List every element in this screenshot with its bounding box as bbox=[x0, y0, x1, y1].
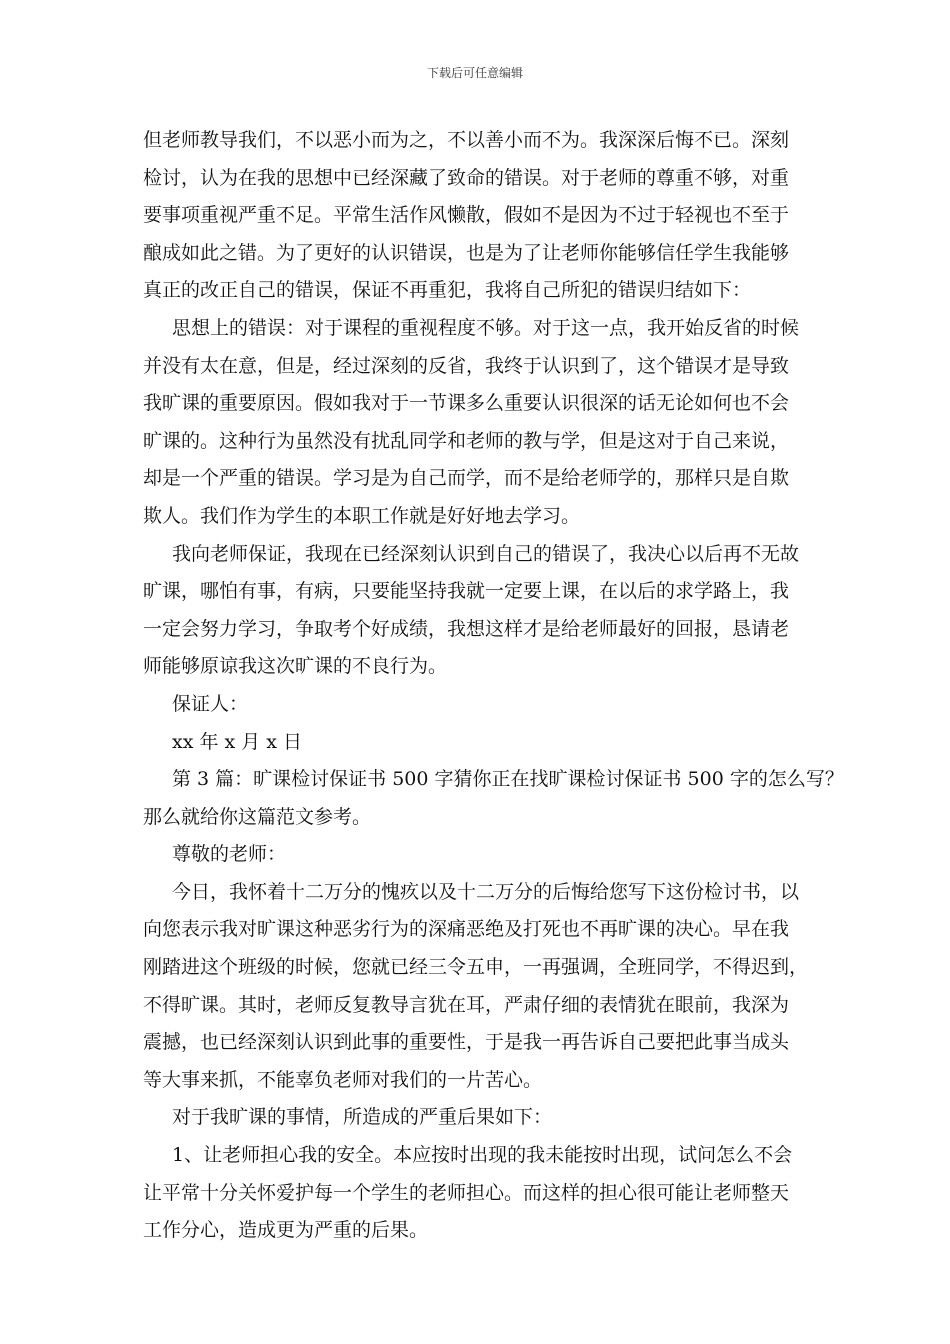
text-line: xx 年 x 月 x 日 bbox=[172, 730, 303, 753]
text-line: 我向老师保证，我现在已经深刻认识到自己的错误了，我决心以后再不无故 bbox=[172, 542, 800, 565]
text-line: 却是一个严重的错误。学习是为自己而学，而不是给老师学的，那样只是自欺 bbox=[143, 467, 790, 490]
text-line: 检讨，认为在我的思想中已经深藏了致命的错误。对于老师的尊重不够，对重 bbox=[143, 166, 790, 189]
text-line: 那么就给你这篇范文参考。 bbox=[143, 805, 372, 828]
text-line: 要事项重视严重不足。平常生活作风懒散，假如不是因为不过于轻视也不至于 bbox=[143, 204, 790, 227]
text-line: 1、让老师担心我的安全。本应按时出现的我未能按时出现，试问怎么不会 bbox=[172, 1144, 793, 1167]
text-line: 但老师教导我们，不以恶小而为之，不以善小而不为。我深深后悔不已。深刻 bbox=[143, 129, 790, 151]
text-line: 一定会努力学习，争取考个好成绩，我想这样才是给老师最好的回报，恳请老 bbox=[143, 617, 790, 640]
page-header: 下载后可任意编辑 bbox=[426, 66, 523, 80]
text-line: 欺人。我们作为学生的本职工作就是好好地去学习。 bbox=[143, 504, 581, 527]
text-line: 旷课，哪怕有事，有病，只要能坚持我就一定要上课，在以后的求学路上，我 bbox=[143, 580, 790, 603]
text-line: 第 3 篇：旷课检讨保证书 500 字猜你正在找旷课检讨保证书 500 字的怎么写？ bbox=[172, 768, 844, 791]
text-line: 向您表示我对旷课这种恶劣行为的深痛恶绝及打死也不再旷课的决心。早在我 bbox=[143, 918, 790, 941]
text-line: 今日，我怀着十二万分的愧疚以及十二万分的后悔给您写下这份检讨书，以 bbox=[172, 880, 800, 903]
text-line: 我旷课的重要原因。假如我对于一节课多么重要认识很深的话无论如何也不会 bbox=[143, 392, 790, 415]
text-line: 工作分心，造成更为严重的后果。 bbox=[143, 1219, 429, 1242]
text-line: 旷课的。这种行为虽然没有扰乱同学和老师的教与学，但是这对于自己来说， bbox=[143, 429, 790, 452]
text-line: 震撼，也已经深刻认识到此事的重要性，于是我一再告诉自己要把此事当成头 bbox=[143, 1031, 790, 1054]
text-line: 对于我旷课的事情，所造成的严重后果如下： bbox=[172, 1106, 553, 1129]
text-line: 不得旷课。其时，老师反复教导言犹在耳，严肃仔细的表情犹在眼前，我深为 bbox=[143, 993, 790, 1016]
text-line: 思想上的错误：对于课程的重视程度不够。对于这一点，我开始反省的时候 bbox=[172, 316, 800, 339]
document-body bbox=[143, 122, 844, 1250]
text-line: 并没有太在意，但是，经过深刻的反省，我终于认识到了，这个错误才是导致 bbox=[143, 354, 790, 377]
text-line: 尊敬的老师： bbox=[172, 843, 287, 866]
text-line: 等大事来抓，不能辜负老师对我们的一片苦心。 bbox=[143, 1068, 543, 1091]
text-line: 酿成如此之错。为了更好的认识错误，也是为了让老师你能够信任学生我能够 bbox=[143, 241, 790, 264]
text-line: 师能够原谅我这次旷课的不良行为。 bbox=[143, 655, 448, 678]
text-line: 保证人： bbox=[172, 692, 249, 715]
text-line: 真正的改正自己的错误，保证不再重犯，我将自己所犯的错误归结如下： bbox=[143, 279, 752, 302]
text-line: 让平常十分关怀爱护每一个学生的老师担心。而这样的担心很可能让老师整天 bbox=[143, 1181, 790, 1204]
text-line: 刚踏进这个班级的时候，您就已经三令五申，一再强调，全班同学，不得迟到， bbox=[143, 956, 809, 979]
